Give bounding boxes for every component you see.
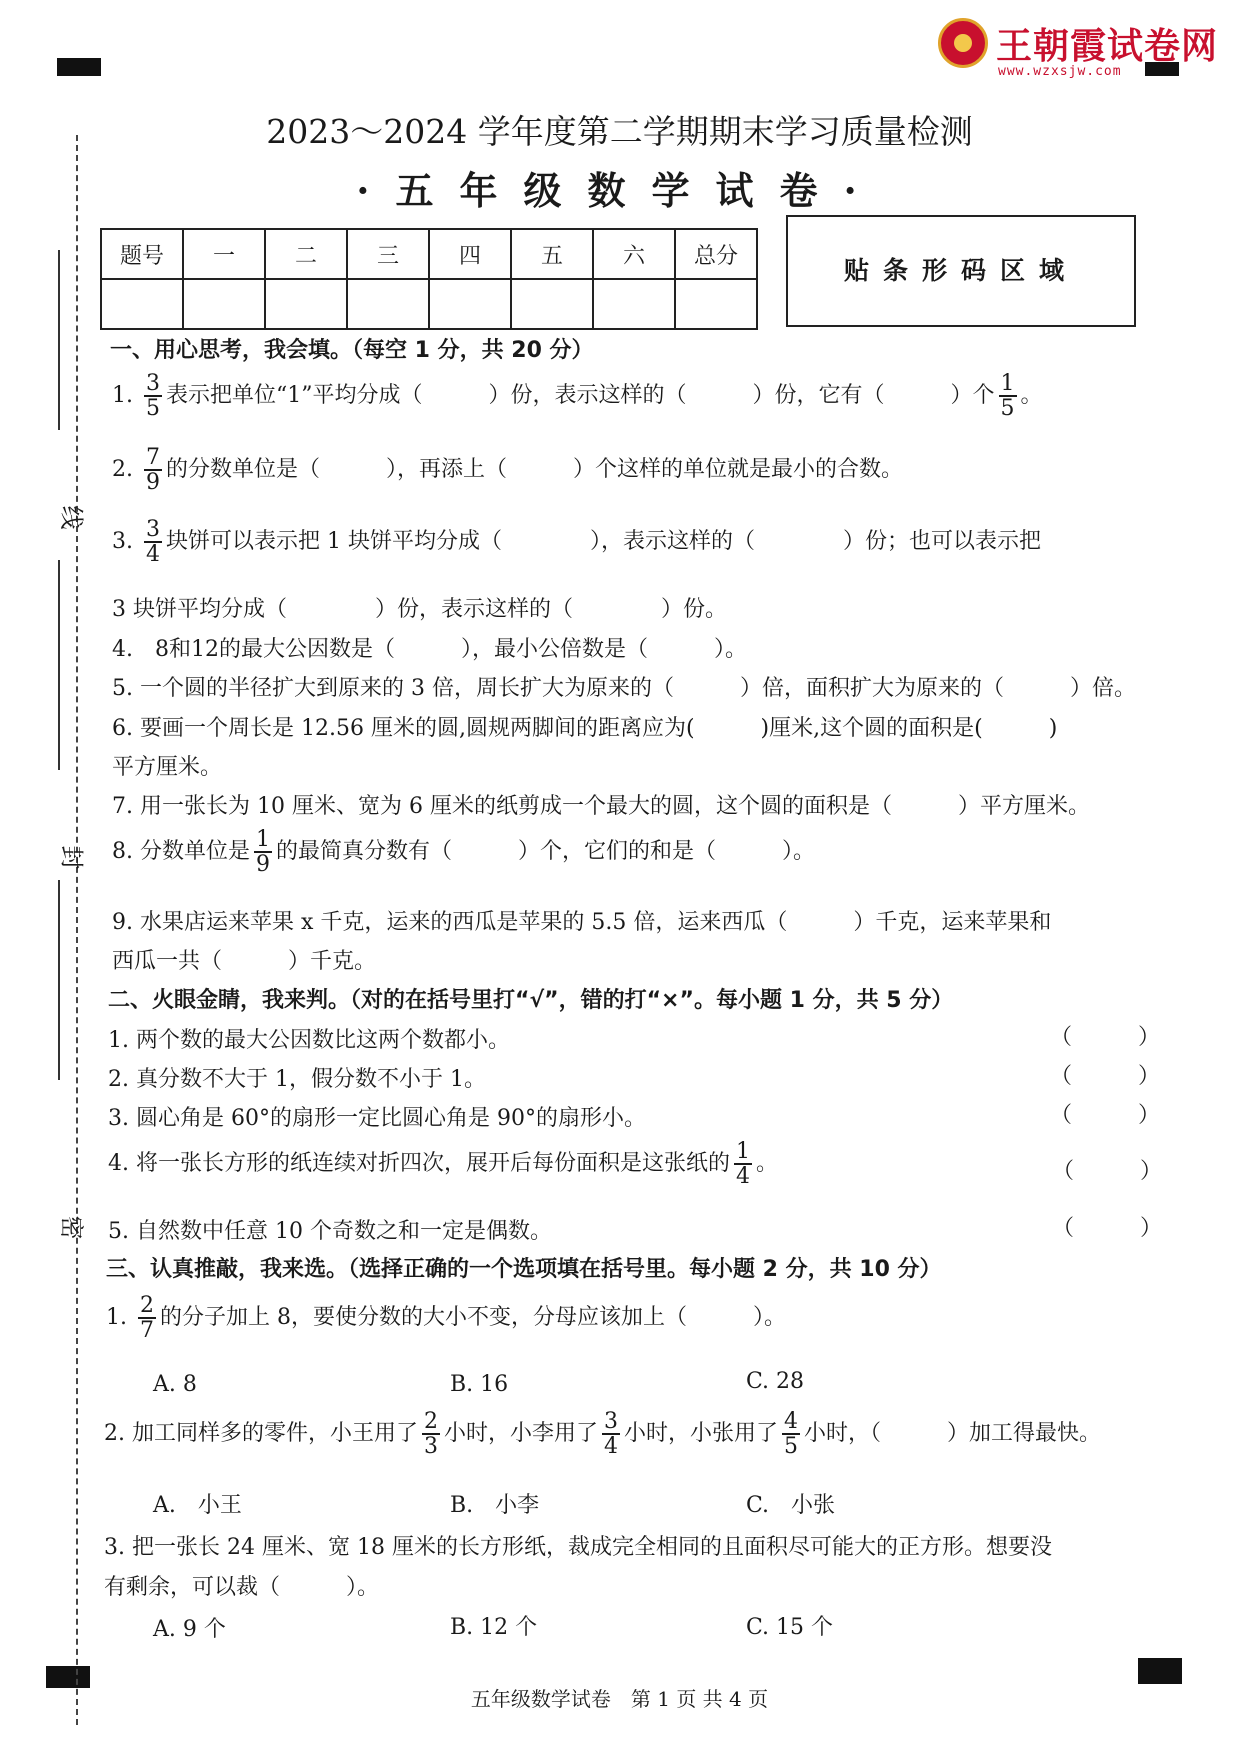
fraction: $\frac{2}{7}$ <box>140 1293 154 1344</box>
score-input-cell[interactable] <box>183 279 265 329</box>
binding-line <box>76 135 78 1725</box>
option-a[interactable]: A. 小王 <box>153 1493 242 1518</box>
fraction: $\frac{1}{9}$ <box>255 827 270 878</box>
score-input-cell[interactable] <box>593 279 675 329</box>
judge-item-4: 4. 将一张长方形的纸连续对折四次，展开后每份面积是这张纸的 $\frac{1}{4}$ 。 <box>108 1139 779 1190</box>
score-table <box>100 228 758 330</box>
fraction: $\frac{4}{5}$ <box>784 1409 799 1460</box>
section-1-heading: 一、用心思考，我会填。（每空 1 分，共 20 分） <box>110 338 594 363</box>
score-header-cell: 题号 <box>101 229 183 279</box>
question-1-3-line2: 3 块饼平均分成（ ）份，表示这样的（ ）份。 <box>112 597 727 622</box>
registration-mark-top-left <box>57 58 101 76</box>
question-1-1: 1. $\frac{3}{5}$ 表示把单位“1”平均分成（ ）份，表示这样的（ ）份，它有（ ）个 $\frac{1}{5}$ 。 <box>112 371 1043 422</box>
option-c[interactable]: C. 小张 <box>746 1493 836 1518</box>
binding-char: 封 <box>57 845 86 870</box>
answer-paren[interactable]: （ ） <box>1052 1216 1163 1241</box>
question-1-6: 6. 要画一个周长是 12.56 厘米的圆,圆规两脚间的距离应为( )厘米,这个圆的面积是( ) <box>112 716 1058 741</box>
publisher-name: 王朝霞试卷网 <box>996 26 1219 67</box>
fraction: $\frac{2}{3}$ <box>423 1409 438 1460</box>
question-1-7: 7. 用一张长为 10 厘米、宽为 6 厘米的纸剪成一个最大的圆，这个圆的面积是（ ）平方厘米。 <box>112 794 1090 819</box>
score-input-cell[interactable] <box>265 279 347 329</box>
judge-item-5: 5. 自然数中任意 10 个奇数之和一定是偶数。 <box>108 1219 552 1244</box>
score-header-cell: 六 <box>593 229 675 279</box>
choice-question-1: 1. $\frac{2}{7}$ 的分子加上 8，要使分数的大小不变，分母应该加上（ ）。 <box>106 1293 786 1344</box>
exam-subtitle: ·五年级数学试卷· <box>356 168 883 213</box>
score-table-header-row <box>101 229 757 279</box>
option-b[interactable]: B. 16 <box>450 1372 509 1397</box>
answer-paren[interactable]: （ ） <box>1052 1159 1163 1184</box>
section-2-heading: 二、火眼金睛，我来判。（对的在括号里打“√”，错的打“×”。每小题 1 分，共 5 分） <box>108 988 954 1013</box>
answer-paren[interactable]: （ ） <box>1050 1064 1161 1089</box>
score-input-cell[interactable] <box>347 279 429 329</box>
score-header-cell: 总分 <box>675 229 757 279</box>
score-header-cell: 五 <box>511 229 593 279</box>
score-header-cell: 一 <box>183 229 265 279</box>
fraction: $\frac{1}{5}$ <box>1000 371 1015 422</box>
fraction: $\frac{1}{4}$ <box>736 1139 750 1190</box>
binding-field-line <box>58 560 60 770</box>
section-3-heading: 三、认真推敲，我来选。（选择正确的一个选项填在括号里。每小题 2 分，共 10 分） <box>106 1257 942 1282</box>
question-1-4: 4. 8和12的最大公因数是（ ），最小公倍数是（ ）。 <box>112 637 747 662</box>
question-1-2: 2. $\frac{7}{9}$ 的分数单位是（ ），再添上（ ）个这样的单位就是最小的合数。 <box>112 445 904 496</box>
score-input-cell[interactable] <box>429 279 511 329</box>
option-b[interactable]: B. 12 个 <box>450 1615 538 1640</box>
judge-item-3: 3. 圆心角是 60°的扇形一定比圆心角是 90°的扇形小。 <box>108 1106 646 1131</box>
score-input-cell[interactable] <box>101 279 183 329</box>
option-a[interactable]: A. 9 个 <box>153 1617 226 1642</box>
seal-icon <box>938 18 988 68</box>
fraction: $\frac{7}{9}$ <box>146 445 160 496</box>
choice-question-2: 2. 加工同样多的零件，小王用了 $\frac{2}{3}$ 小时，小李用了 $\frac{3}{4}$ 小时，小张用了 $\frac{4}{5}$ 小时，（ ）加工得最快。 <box>104 1409 1102 1460</box>
question-1-9-line2: 西瓜一共（ ）千克。 <box>112 949 377 974</box>
answer-paren[interactable]: （ ） <box>1050 1025 1161 1050</box>
question-1-5: 5. 一个圆的半径扩大到原来的 3 倍，周长扩大为原来的（ ）倍，面积扩大为原来的（ ）倍。 <box>112 676 1136 701</box>
publisher-url: www.wzxsjw.com <box>998 64 1122 79</box>
option-c[interactable]: C. 28 <box>746 1369 805 1394</box>
question-1-8: 8. 分数单位是 $\frac{1}{9}$ 的最简真分数有（ ）个，它们的和是（ ）。 <box>112 827 815 878</box>
option-a[interactable]: A. 8 <box>153 1372 197 1397</box>
score-table-score-row <box>101 279 757 329</box>
score-header-cell: 四 <box>429 229 511 279</box>
barcode-area: 贴条形码区域 <box>786 215 1136 327</box>
binding-field-line <box>58 250 60 430</box>
question-1-6-line2: 平方厘米。 <box>112 755 223 780</box>
option-c[interactable]: C. 15 个 <box>746 1615 834 1640</box>
question-1-3: 3. $\frac{3}{4}$ 块饼可以表示把 1 块饼平均分成（ ），表示这样的（ ）份；也可以表示把 <box>112 517 1041 568</box>
option-b[interactable]: B. 小李 <box>450 1493 540 1518</box>
page-footer: 五年级数学试卷 第 1 页 共 4 页 <box>470 1687 769 1711</box>
judge-item-2: 2. 真分数不大于 1，假分数不小于 1。 <box>108 1067 486 1092</box>
publisher-logo <box>938 14 1228 79</box>
choice-question-3: 3. 把一张长 24 厘米、宽 18 厘米的长方形纸，裁成完全相同的且面积尽可能大的正方形。想要没 <box>104 1535 1052 1560</box>
binding-char: 密 <box>57 1215 86 1240</box>
binding-char: 线 <box>57 505 86 530</box>
fraction: $\frac{3}{4}$ <box>604 1409 618 1460</box>
score-input-cell[interactable] <box>511 279 593 329</box>
score-header-cell: 三 <box>347 229 429 279</box>
fraction: $\frac{3}{5}$ <box>146 371 160 422</box>
judge-item-1: 1. 两个数的最大公因数比这两个数都小。 <box>108 1028 510 1053</box>
score-input-cell[interactable] <box>675 279 757 329</box>
binding-field-line <box>58 880 60 1080</box>
fraction: $\frac{3}{4}$ <box>146 517 160 568</box>
choice-question-3-line2: 有剩余，可以裁（ ）。 <box>104 1575 380 1600</box>
exam-title: 2023～2024 学年度第二学期期末学习质量检测 <box>266 112 973 151</box>
registration-mark-bottom-right <box>1138 1658 1182 1684</box>
question-1-9: 9. 水果店运来苹果 x 千克，运来的西瓜是苹果的 5.5 倍，运来西瓜（ ）千克，运来苹果和 <box>112 910 1052 935</box>
score-header-cell: 二 <box>265 229 347 279</box>
answer-paren[interactable]: （ ） <box>1050 1103 1161 1128</box>
